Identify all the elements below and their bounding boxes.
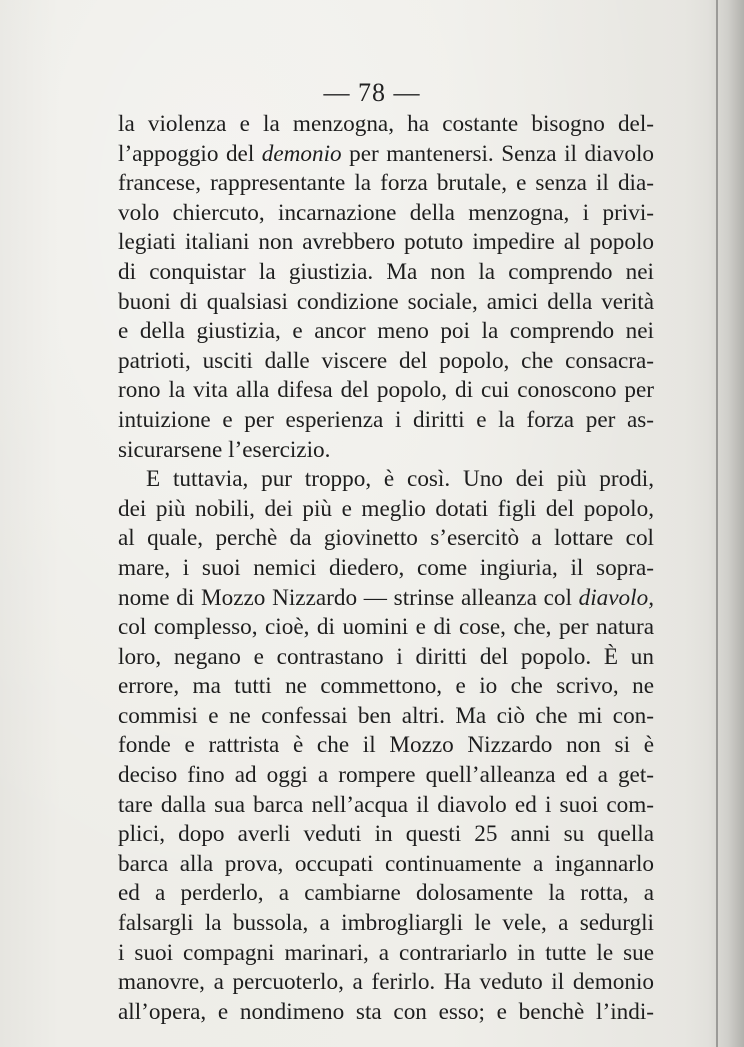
text-line: loro, negano e contrastano i diritti del popolo. È un [118, 643, 654, 670]
text-line: legiati italiani non avrebbero potuto impedire al popolo [118, 229, 654, 256]
text-line: intuizione e per esperienza i diritti e la forza per as- [118, 406, 654, 433]
text-line: patrioti, usciti dalle viscere del popolo, che consacra- [118, 347, 654, 374]
body-text [118, 110, 654, 1027]
text-line: sicurarsene l’esercizio. [118, 436, 331, 463]
text-line: col complesso, cioè, di uomini e di cose, che, per natura [118, 614, 654, 641]
text-line: fonde e rattrista è che il Mozzo Nizzardo non si è [118, 732, 654, 759]
spine-shadow [708, 0, 744, 1047]
text-line: falsargli la bussola, a imbrogliargli le vele, a sedurgli [118, 910, 654, 937]
text-line: la violenza e la menzogna, ha costante bisogno del- [118, 111, 654, 137]
text-line: volo chiercuto, incarnazione della menzogna, i privi- [118, 199, 654, 226]
text-line: all’opera, e nondimeno sta con esso; e benchè l’indi- [118, 998, 654, 1025]
text-line: plici, dopo averli veduti in questi 25 anni su quella [118, 821, 654, 848]
text-line: dei più nobili, dei più e meglio dotati figli del popolo, [118, 495, 654, 522]
italic-word: demonio [261, 140, 342, 167]
text-line: deciso fino ad oggi a rompere quell’alleanza ed a get- [118, 762, 654, 789]
text-line: manovre, a percuoterlo, a ferirlo. Ha veduto il demonio [118, 969, 654, 996]
text-line: nome di Mozzo Nizzardo — strinse alleanza col diavolo, [118, 584, 654, 611]
text-line: commisi e ne confessai ben altri. Ma ciò che mi con- [118, 702, 654, 729]
text-line: francese, rappresentante la forza brutale, e senza il dia- [118, 170, 654, 197]
text-line: e della giustizia, e ancor meno poi la comprendo nei [118, 318, 654, 345]
text-line: al quale, perchè da giovinetto s’esercitò a lottare col [118, 525, 654, 552]
text-line: buoni di qualsiasi condizione sociale, amici della verità [118, 288, 654, 315]
text-line: di conquistar la giustizia. Ma non la comprendo nei [118, 258, 654, 285]
page-number: — 78 — [323, 78, 421, 107]
text-line: mare, i suoi nemici diedero, come ingiuria, il sopra- [118, 554, 654, 581]
paragraph-start-line: E tuttavia, pur troppo, è così. Uno dei più prodi, [146, 466, 654, 493]
text-line: rono la vita alla difesa del popolo, di cui conoscono per [118, 377, 654, 404]
text-line: errore, ma tutti ne commettono, e io che scrivo, ne [118, 673, 654, 700]
italic-word: diavolo, [578, 584, 654, 611]
text-line: ed a perderlo, a cambiarne dolosamente la rotta, a [118, 880, 654, 907]
text-line: i suoi compagni marinari, a contrariarlo in tutte le sue [118, 939, 654, 966]
spine-edge [716, 0, 718, 1047]
text-line: tare dalla sua barca nell’acqua il diavolo ed i suoi com- [118, 791, 654, 818]
text-line: barca alla prova, occupati continuamente a ingannarlo [118, 850, 654, 877]
text-line: l’appoggio del demonio per mantenersi. Senza il diavolo [118, 140, 654, 167]
